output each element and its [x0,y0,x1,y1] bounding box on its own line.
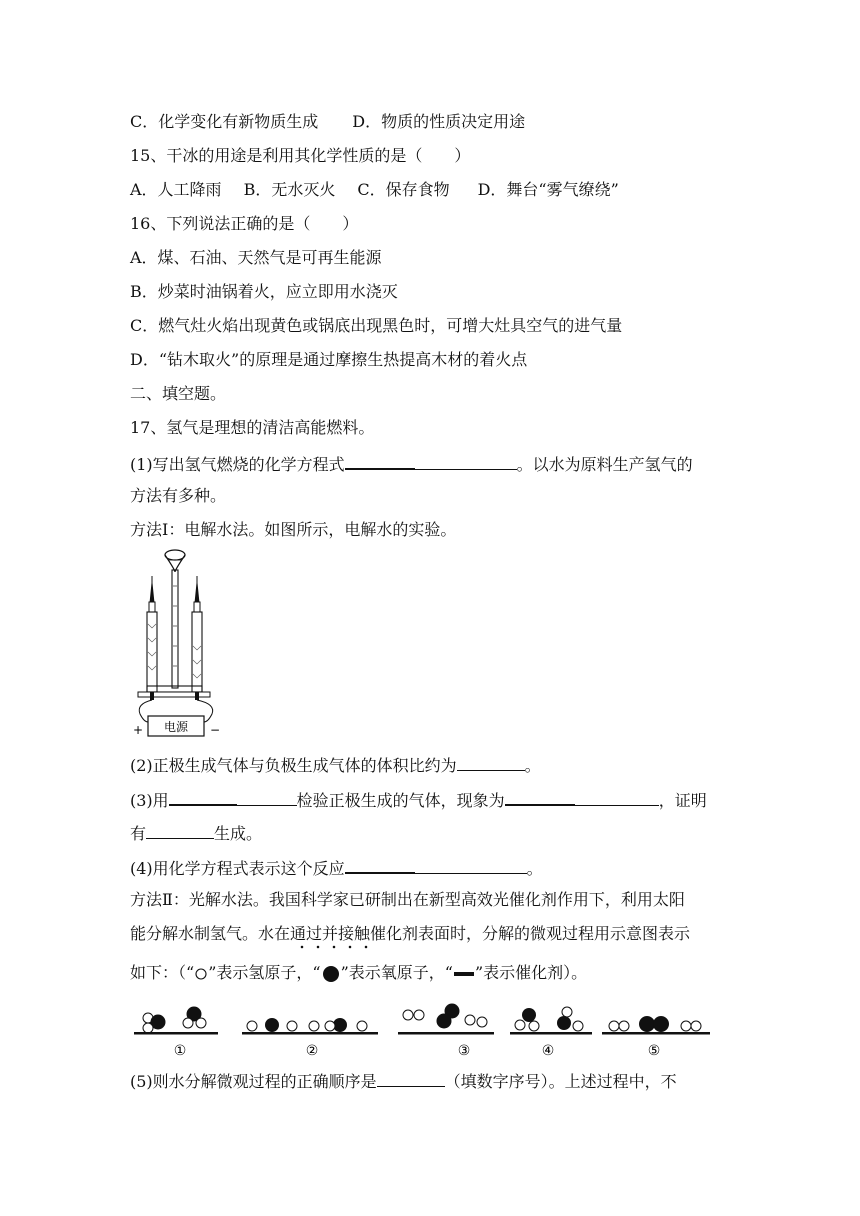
q15-stem: 15、干冰的用途是利用其化学性质的是（ ） [130,146,471,165]
q17-part1-text-b: 。以水为原料生产氢气的 [516,455,693,474]
q17-stem: 17、氢气是理想的清洁高能燃料。 [130,418,375,437]
method2-emphasis-text: 通过并接触 [290,924,370,949]
q17-method1: 方法Ⅰ：电解水法。如图所示，电解水的实验。 [130,520,457,539]
answer-blank-phenomenon-ext[interactable] [575,789,659,806]
oxygen-atom-icon [321,965,341,983]
q17-part2-line [130,754,541,776]
answer-blank-equation-ext[interactable] [415,453,517,470]
q17-part3-cont [130,822,262,844]
legend-text-3: ”表示氧原子，“ [340,963,453,982]
q17-part2-end: 。 [524,756,541,775]
process-step-3 [398,1004,494,1060]
q17-part3-text-b: 检验正极生成的气体，现象为 [296,791,505,810]
process-step-5 [602,1016,710,1059]
answer-blank-reaction[interactable] [345,856,415,874]
q17-method2-c [130,963,587,983]
legend-text-1: 如下：（“ [130,963,195,982]
process-step-4-label: ④ [541,1043,555,1059]
process-step-1-label: ① [173,1043,187,1059]
answer-blank-test-method-ext[interactable] [237,789,297,806]
q17-part3-line [130,788,707,811]
q15-options-line [130,180,619,200]
q17-part1-line [130,452,693,475]
q17-part3-text-d: 有 [130,824,147,843]
q15-option-b: B．无水灭火 [243,180,336,199]
answer-blank-reaction-ext[interactable] [415,857,527,874]
q14-option-d: D．物质的性质决定用途 [352,112,526,131]
q17-part5-line [130,1070,677,1092]
q17-part1-text: (1)写出氢气燃烧的化学方程式 [130,455,345,474]
legend-text-4: ”表示催化剂）。 [474,963,588,982]
answer-blank-test-method[interactable] [169,788,237,806]
q17-part3-text-e: 生成。 [214,824,263,843]
process-step-5-label: ⑤ [647,1043,661,1059]
q14-option-c: C．化学变化有新物质生成 [130,112,319,131]
q16-option-b: B．炒菜时油锅着火，应立即用水浇灭 [130,282,398,301]
q17-part1-cont: 方法有多种。 [130,486,227,505]
answer-blank-sequence[interactable] [377,1070,445,1087]
hydrogen-atom-icon [194,967,208,981]
q17-part3-text-a: (3)用 [130,791,169,810]
q16-option-d: D．“钻木取火”的原理是通过摩擦生热提高木材的着火点 [130,350,528,369]
catalyst-bar-icon [453,969,475,979]
process-step-4 [510,1007,592,1059]
q17-part4-end: 。 [526,859,543,878]
electrolysis-apparatus-diagram [130,546,230,742]
q16-option-c: C．燃气灶火焰出现黄色或锅底出现黑色时，可增大灶具空气的进气量 [130,316,623,335]
q17-part5-text-b: （填数字序号）。上述过程中，不 [444,1072,677,1091]
process-step-3-label: ③ [457,1043,471,1059]
answer-blank-product[interactable] [146,822,214,839]
negative-terminal-label: − [210,723,221,737]
power-supply-label: 电源 [163,720,189,734]
legend-text-2: ”表示氢原子，“ [208,963,321,982]
q16-stem: 16、下列说法正确的是（ ） [130,214,359,233]
q17-part3-text-c: ，证明 [658,791,707,810]
q16-option-a: A．煤、石油、天然气是可再生能源 [130,248,382,267]
answer-blank-equation[interactable] [345,452,415,470]
q17-method2-a: 方法Ⅱ：光解水法。我国科学家已研制出在新型高效光催化剂作用下，利用太阳 [130,890,685,909]
method2-text-1: 能分解水制氢气。水在 [130,924,291,943]
q17-method2-b [130,924,690,944]
q14-options-line [130,112,525,132]
q17-part5-text: (5)则水分解微观过程的正确顺序是 [130,1072,377,1091]
section-heading: 二、填空题。 [130,384,227,403]
method2-text-3: 催化剂表面时，分解的微观过程用示意图表示 [370,924,691,943]
water-splitting-process-diagram [130,998,720,1062]
process-step-1 [134,1007,218,1060]
positive-terminal-label: + [133,723,144,737]
answer-blank-ratio[interactable] [457,754,525,771]
q17-part4-line [130,856,543,879]
process-step-2 [242,1018,378,1059]
answer-blank-phenomenon[interactable] [505,788,575,806]
q15-option-d: D．舞台“雾气缭绕” [477,180,619,199]
q17-part2-text: (2)正极生成气体与负极生成气体的体积比约为 [130,756,457,775]
process-step-2-label: ② [305,1043,319,1059]
q17-part4-text: (4)用化学方程式表示这个反应 [130,859,345,878]
q15-option-a: A．人工降雨 [130,180,222,199]
q15-option-c: C．保存食物 [357,180,450,199]
